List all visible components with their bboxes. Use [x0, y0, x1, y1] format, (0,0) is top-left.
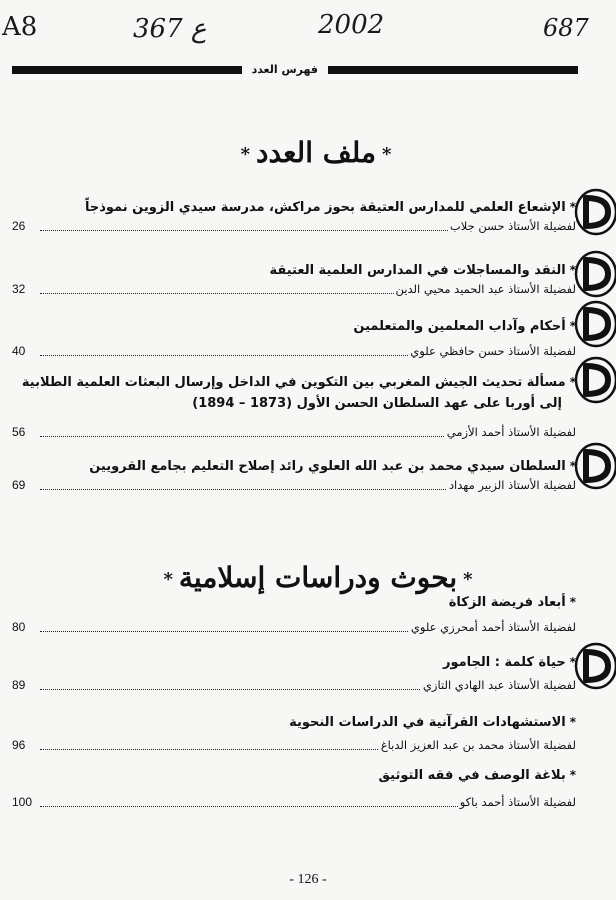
star-icon: *: [569, 263, 576, 277]
toc-entry[interactable]: [12, 372, 576, 441]
entry-author: لفضيلة الأستاذ محمد بن عبد العزيز الدباغ: [380, 738, 576, 752]
toc-entry[interactable]: [12, 316, 576, 360]
handwritten-number-right: 687: [543, 14, 589, 42]
entry-page-number: 69: [12, 478, 26, 492]
entry-title: *بلاغة الوصف في فقه التوثيق: [378, 768, 576, 783]
entry-page-number: 100: [12, 795, 33, 809]
star-icon: *: [381, 144, 392, 165]
section-title-dossier: [8, 136, 616, 169]
entry-page-number: 56: [12, 425, 26, 439]
circled-d-mark-icon: [570, 440, 616, 492]
entry-title: *أبعاد فريضة الزكاة: [448, 595, 576, 610]
entry-title: *السلطان سيدي محمد بن عبد الله العلوي رائد إصلاح التعليم بجامع القرويين: [89, 459, 576, 474]
star-icon: *: [463, 569, 473, 590]
circled-d-mark-icon: [570, 298, 616, 350]
entry-page-number: 80: [12, 620, 26, 634]
entry-author: لفضيلة الأستاذ حسن جلاب: [449, 219, 576, 233]
entry-page-number: 32: [12, 282, 26, 296]
entry-title: *حياة كلمة : الجامور: [442, 655, 576, 670]
entry-author: لفضيلة الأستاذ أحمد باكو: [459, 795, 576, 809]
star-icon: *: [569, 768, 576, 782]
circled-d-mark-icon: [570, 354, 616, 406]
entry-page-number: 89: [12, 678, 26, 692]
circled-d-mark-icon: [570, 640, 616, 692]
star-icon: *: [569, 655, 576, 669]
entry-author: لفضيلة الأستاذ أحمد أمحرزي علوي: [410, 620, 576, 634]
toc-entry[interactable]: [12, 260, 576, 298]
header-label: فهرس العدد: [242, 63, 328, 77]
star-icon: *: [569, 715, 576, 729]
page-number: - 126 -: [289, 872, 327, 887]
handwritten-mark-top-left: A8: [2, 12, 38, 42]
entry-page-number: 96: [12, 738, 26, 752]
entry-title-line-2: إلى أوربا على عهد السلطان الحسن الأول (1873 – 1894): [192, 396, 562, 411]
entry-title: *مسألة تحديث الجيش المغربي بين التكوين في الداخل وإرسال البعثات العلمية الطلابية: [21, 375, 576, 390]
star-icon: *: [240, 144, 250, 165]
toc-entry[interactable]: [12, 712, 576, 754]
toc-entry[interactable]: [12, 592, 576, 636]
section-title-islamic-studies: [10, 561, 616, 594]
entry-title: *النقد والمساجلات في المدارس العلمية العتيقة: [269, 263, 576, 278]
toc-entry[interactable]: [12, 456, 576, 494]
entry-author: لفضيلة الأستاذ عبد الهادي التازي: [422, 678, 576, 692]
entry-author: لفضيلة الأستاذ الزبير مهداد: [448, 478, 576, 492]
entry-author: لفضيلة الأستاذ أحمد الأزمي: [446, 425, 576, 439]
handwritten-year: 2002: [318, 10, 385, 40]
circled-d-mark-icon: [570, 248, 616, 300]
entry-page-number: 40: [12, 344, 26, 358]
star-icon: *: [569, 319, 576, 333]
circled-d-mark-icon: [570, 186, 616, 238]
entry-title: *الاستشهادات القرآنية في الدراسات النحوية: [289, 715, 576, 730]
star-icon: *: [569, 200, 576, 214]
handwritten-number-left: 367 ع: [133, 14, 207, 44]
star-icon: *: [163, 569, 173, 590]
entry-title: *الإشعاع العلمي للمدارس العتيقة بحوز مراكش، مدرسة سيدي الزوين نموذجاً: [84, 200, 576, 215]
star-icon: *: [569, 595, 576, 609]
entry-author: لفضيلة الأستاذ حسن حافظي علوي: [410, 344, 576, 358]
toc-entry[interactable]: [12, 765, 576, 811]
star-icon: *: [569, 459, 576, 473]
entry-title: *أحكام وآداب المعلمين والمتعلمين: [353, 319, 576, 334]
entry-author: لفضيلة الأستاذ عبد الحميد محيي الدين: [395, 282, 576, 296]
toc-entry[interactable]: [12, 197, 576, 235]
section-title-text: بحوث ودراسات إسلامية: [178, 561, 458, 594]
entry-page-number: 26: [12, 219, 26, 233]
star-icon: *: [569, 375, 576, 389]
section-title-text: ملف العدد: [256, 136, 376, 169]
toc-entry[interactable]: [12, 652, 576, 694]
